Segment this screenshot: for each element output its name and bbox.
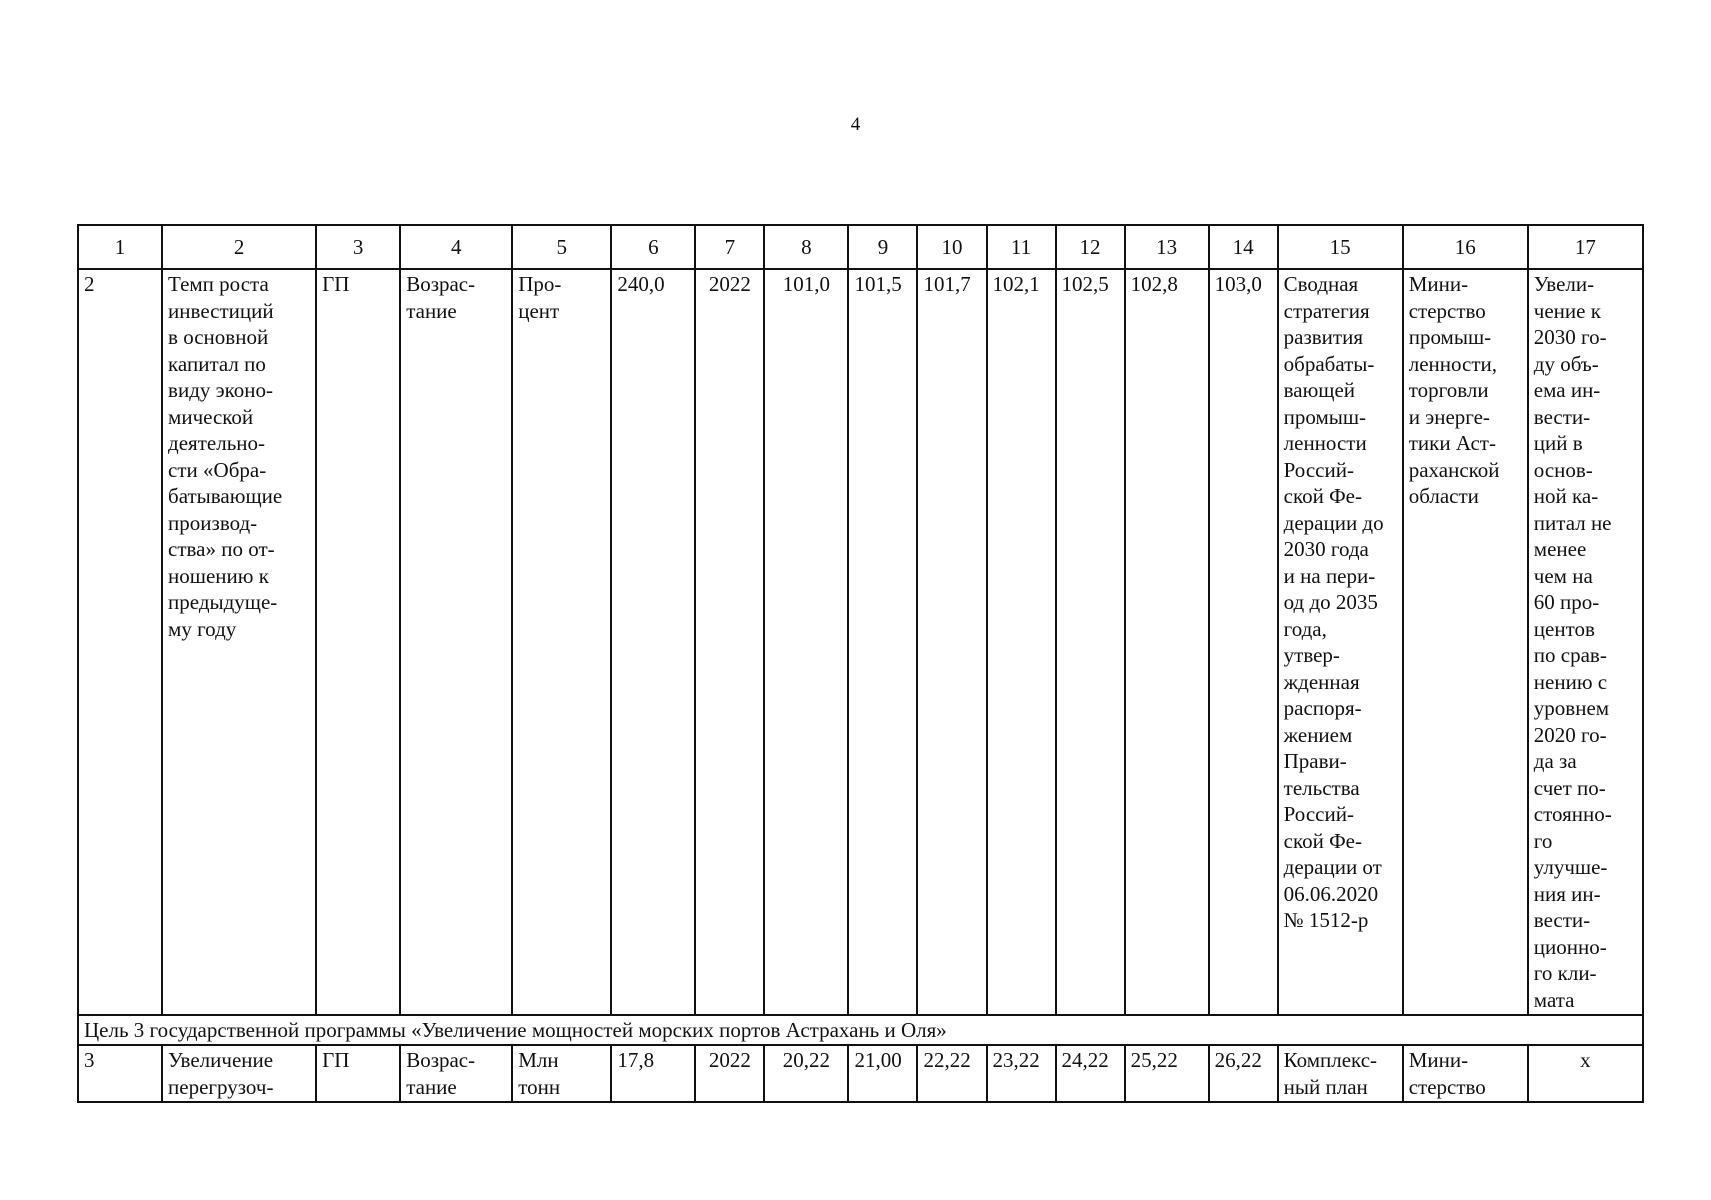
table-row-indicator-2 [78, 269, 1643, 1015]
column-header: 10 [917, 225, 986, 269]
cell-value: 24,22 [1056, 1045, 1125, 1102]
cell-value: 102,8 [1125, 269, 1209, 1015]
table-row-indicator-3 [78, 1045, 1643, 1102]
column-header: 6 [611, 225, 695, 269]
cell-value: 22,22 [917, 1045, 986, 1102]
cell-value: 20,22 [764, 1045, 848, 1102]
cell-unit: Млн тонн [512, 1045, 611, 1102]
cell-goal-link: х [1528, 1045, 1643, 1102]
cell-value: 101,0 [764, 269, 848, 1015]
column-header: 9 [848, 225, 917, 269]
cell-value: 21,00 [848, 1045, 917, 1102]
column-header: 2 [162, 225, 316, 269]
indicators-table [77, 224, 1644, 1103]
cell-value: 25,22 [1125, 1045, 1209, 1102]
cell-indicator-name: Темп роста инвестиций в основной капитал по виду эконо- мической деятельно- сти «Обра- батывающие производ- ства» по от- ношению к предыдуще- му году [162, 269, 316, 1015]
cell-document: Комплекс- ный план [1278, 1045, 1403, 1102]
cell-level: ГП [316, 269, 400, 1015]
cell-number: 2 [78, 269, 162, 1015]
cell-document: Сводная стратегия развития обрабаты- вающей промыш- ленности Россий- ской Фе- дерации до 2030 года и на пери- од до 2035 года, утвер- жденная распоря- жением Прави- тельства Россий- ской Фе- дерации от 06.06.2020 № 1512-р [1278, 269, 1403, 1015]
cell-trend: Возрас- тание [400, 1045, 512, 1102]
column-header: 4 [400, 225, 512, 269]
cell-number: 3 [78, 1045, 162, 1102]
cell-value: 103,0 [1209, 269, 1278, 1015]
column-header: 5 [512, 225, 611, 269]
column-header: 1 [78, 225, 162, 269]
cell-value: 102,1 [987, 269, 1056, 1015]
column-header: 13 [1125, 225, 1209, 269]
column-header: 15 [1278, 225, 1403, 269]
goal-row [78, 1015, 1643, 1045]
cell-value: 101,5 [848, 269, 917, 1015]
cell-unit: Про- цент [512, 269, 611, 1015]
column-header: 17 [1528, 225, 1643, 269]
column-header: 11 [987, 225, 1056, 269]
cell-base-value: 17,8 [611, 1045, 695, 1102]
cell-level: ГП [316, 1045, 400, 1102]
cell-responsible: Мини- стерство промыш- ленности, торговли и энерге- тики Аст- раханской области [1403, 269, 1528, 1015]
column-header: 8 [764, 225, 848, 269]
column-header: 14 [1209, 225, 1278, 269]
goal-title: Цель 3 государственной программы «Увеличение мощностей морских портов Астрахань и Оля» [78, 1015, 1643, 1045]
cell-trend: Возрас- тание [400, 269, 512, 1015]
column-header: 3 [316, 225, 400, 269]
cell-value: 102,5 [1056, 269, 1125, 1015]
cell-value: 23,22 [987, 1045, 1056, 1102]
cell-base-year: 2022 [695, 1045, 764, 1102]
column-header: 7 [695, 225, 764, 269]
column-header: 16 [1403, 225, 1528, 269]
cell-base-value: 240,0 [611, 269, 695, 1015]
cell-indicator-name: Увеличение перегрузоч- [162, 1045, 316, 1102]
column-number-row [78, 225, 1643, 269]
cell-base-year: 2022 [695, 269, 764, 1015]
cell-value: 26,22 [1209, 1045, 1278, 1102]
cell-goal-link: Увели- чение к 2030 го- ду объ- ема ин- вести- ций в основ- ной ка- питал не менее чем на 60 про- центов по срав- нению с уровнем 2020 го- да за счет по- стоянно- го улучше- ния ин- вести- ционно- го кли- мата [1528, 269, 1643, 1015]
page-number: 4 [850, 114, 861, 135]
cell-value: 101,7 [917, 269, 986, 1015]
column-header: 12 [1056, 225, 1125, 269]
cell-responsible: Мини- стерство [1403, 1045, 1528, 1102]
